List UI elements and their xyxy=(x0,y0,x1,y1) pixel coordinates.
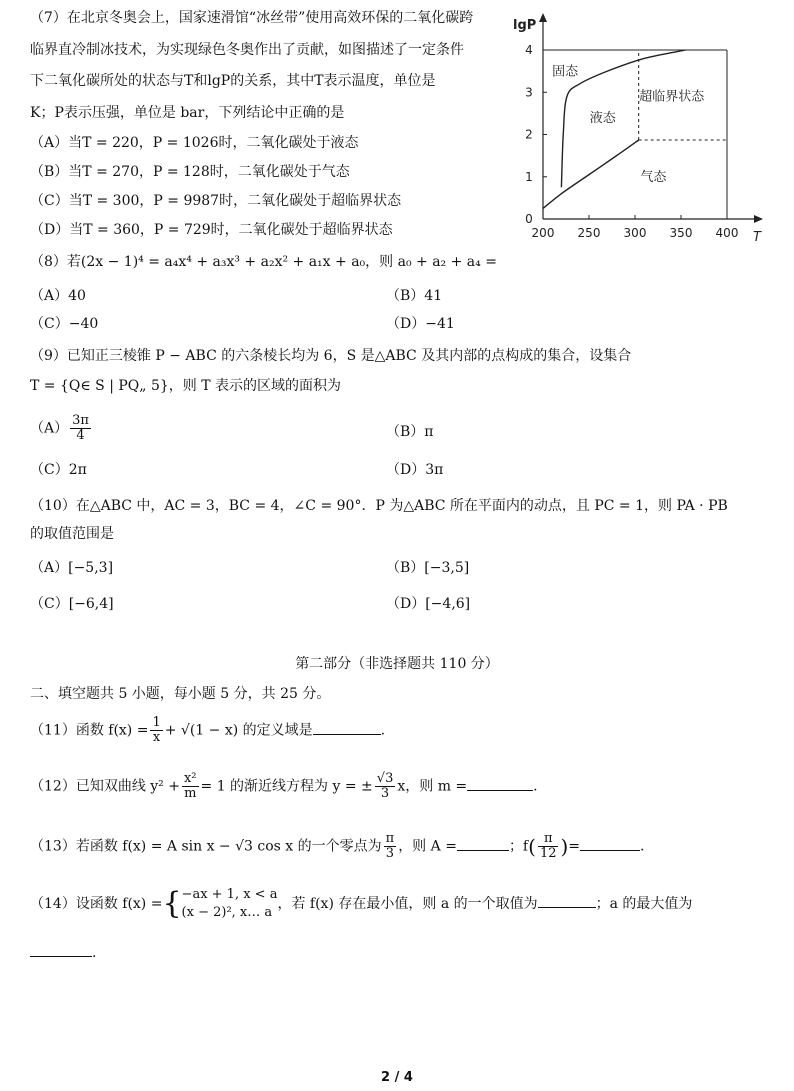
x-tick-label: 400 xyxy=(715,226,739,240)
q13-answer-blank-2[interactable] xyxy=(580,836,640,851)
y-axis-label: lgP xyxy=(513,18,537,33)
q12-denominator: m xyxy=(184,786,197,801)
q13-prefix: （13）若函数 f(x) = A sin x − √3 cos x 的一个零点为 xyxy=(30,838,382,855)
region-label-gas: 气态 xyxy=(640,169,667,185)
q7-option-c: （C）当T = 300，P = 9987时，二氧化碳处于超临界状态 xyxy=(30,193,402,209)
y-tick-label: 0 xyxy=(525,212,533,226)
x-axis-arrow xyxy=(754,215,763,223)
q10-line2: 的取值范围是 xyxy=(30,526,114,542)
q14-case-1: −ax + 1, x < a xyxy=(181,887,278,902)
q7-line2: 临界直冷制冰技术，为实现绿色冬奥作出了贡献，如图描述了一定条件 xyxy=(30,42,464,58)
q9-option-a-label: （A） xyxy=(30,420,69,437)
q14-middle-2: ；a 的最大值为 xyxy=(595,896,693,912)
q13-numerator-2: π xyxy=(538,832,559,847)
page-number: 2 / 4 xyxy=(381,1070,413,1085)
q9-option-c: （C）2π xyxy=(30,462,87,478)
q8-option-d: （D）−41 xyxy=(386,316,455,332)
q14-continuation xyxy=(30,942,96,963)
q7-line1: （7）在北京冬奥会上，国家速滑馆“冰丝带”使用高效环保的二氧化碳跨 xyxy=(30,10,474,26)
q8-option-c: （C）−40 xyxy=(30,316,99,332)
x-axis-label: T xyxy=(753,230,761,245)
q9-option-b: （B）π xyxy=(386,424,434,440)
q13-numerator: π xyxy=(385,831,395,846)
q14-prefix: （14）设函数 f(x) = xyxy=(30,896,163,912)
x-tick-label: 350 xyxy=(669,226,693,240)
q13-middle: ，则 A = xyxy=(398,838,457,855)
q12-middle: = 1 的渐近线方程为 y = ± xyxy=(200,778,373,795)
y-tick-label: 4 xyxy=(525,43,533,57)
q9-option-a-denominator: 4 xyxy=(76,428,85,443)
q9-option-a-numerator: 3π xyxy=(72,413,89,428)
q13-middle-2: ；f xyxy=(508,838,529,855)
q12-fraction-2 xyxy=(375,772,396,801)
q14-answer-blank-1[interactable] xyxy=(538,893,596,908)
q13-denominator-2: 12 xyxy=(539,846,557,861)
q12-denominator-2: 3 xyxy=(380,786,390,801)
q8-stem: （8）若(2x − 1)⁴ = a₄x⁴ + a₃x³ + a₂x² + a₁x + a₀，则 a₀ + a₂ + a₄ = xyxy=(30,254,497,270)
q11-fraction xyxy=(150,716,162,745)
q9-option-a xyxy=(30,414,93,443)
q7-option-b: （B）当T = 270，P = 128时，二氧化碳处于气态 xyxy=(30,164,350,180)
q13-denominator: 3 xyxy=(385,846,395,861)
q14 xyxy=(30,886,692,922)
y-tick-label: 3 xyxy=(525,85,533,100)
q13-right-paren: ) xyxy=(560,834,569,859)
q12-middle-2: x，则 m = xyxy=(397,778,468,795)
phase-diagram xyxy=(505,5,775,250)
region-label-liquid: 液态 xyxy=(589,110,616,126)
q13-fraction xyxy=(384,832,397,861)
q14-answer-blank-2[interactable] xyxy=(30,942,92,957)
q10-option-d: （D）[−4,6] xyxy=(386,596,471,612)
q13 xyxy=(30,832,644,861)
q11-prefix: （11）函数 f(x) = xyxy=(30,722,149,739)
q10-option-c: （C）[−6,4] xyxy=(30,596,114,612)
q12-prefix: （12）已知双曲线 y² + xyxy=(30,778,180,795)
q7-line3: 下二氧化碳所处的状态与T和lgP的关系，其中T表示温度，单位是 xyxy=(30,73,436,89)
q11-numerator: 1 xyxy=(152,715,161,730)
x-tick-label: 300 xyxy=(623,226,647,240)
solid-liquid-boundary-curve xyxy=(561,50,685,187)
q11-middle: + √(1 − x) 的定义域是 xyxy=(164,722,313,739)
q10-option-b: （B）[−3,5] xyxy=(386,560,470,576)
y-tick-label: 2 xyxy=(525,127,533,142)
q12-numerator-2: √3 xyxy=(376,771,394,786)
y-tick-label: 1 xyxy=(525,169,533,184)
region-label-supercritical: 超临界状态 xyxy=(639,89,705,105)
region-label-solid: 固态 xyxy=(552,64,579,80)
q12-numerator: x² xyxy=(183,771,197,786)
q14-end: . xyxy=(92,945,97,961)
x-tick-label: 250 xyxy=(577,226,601,240)
q8-option-a: （A）40 xyxy=(30,288,86,304)
q8-option-b: （B）41 xyxy=(386,288,443,304)
q10-option-a: （A）[−5,3] xyxy=(30,560,114,576)
q14-case-2: (x − 2)², x… a xyxy=(181,905,273,920)
q14-cases xyxy=(182,886,278,922)
q14-brace: { xyxy=(162,886,182,921)
q9-option-d: （D）3π xyxy=(386,462,444,478)
q9-line2: T = {Q∈ S | PQ„ 5}，则 T 表示的区域的面积为 xyxy=(30,378,342,394)
q11-answer-blank[interactable] xyxy=(313,720,381,735)
q12-answer-blank[interactable] xyxy=(467,776,533,791)
q7-line4: K；P表示压强，单位是 bar，下列结论中正确的是 xyxy=(30,105,345,121)
q11-denominator: x xyxy=(152,730,161,745)
q9-line1: （9）已知正三棱锥 P − ABC 的六条棱长均为 6，S 是△ABC 及其内部的点构成的集合，设集合 xyxy=(30,348,632,364)
q9-option-a-fraction xyxy=(70,414,91,443)
section-heading: 二、填空题共 5 小题，每小题 5 分，共 25 分。 xyxy=(30,686,331,702)
y-axis-arrow xyxy=(539,13,547,22)
q13-end: . xyxy=(640,838,645,855)
q14-middle: ，若 f(x) 存在最小值，则 a 的一个取值为 xyxy=(277,896,538,912)
q12-end: . xyxy=(533,778,538,795)
q7-option-a: （A）当T = 220，P = 1026时，二氧化碳处于液态 xyxy=(30,135,359,151)
x-tick-label: 200 xyxy=(531,226,555,240)
q11 xyxy=(30,716,385,745)
gas-liquid-boundary-curve xyxy=(543,140,639,208)
part2-heading: 第二部分（非选择题共 110 分） xyxy=(295,656,499,672)
q13-fraction-2 xyxy=(538,832,559,861)
q12 xyxy=(30,772,538,801)
q13-middle-3: = xyxy=(568,838,581,855)
q10-line1: （10）在△ABC 中，AC = 3，BC = 4，∠C = 90°．P 为△ABC 所在平面内的动点，且 PC = 1，则 PA · PB xyxy=(30,498,728,514)
q7-option-d: （D）当T = 360，P = 729时，二氧化碳处于超临界状态 xyxy=(30,222,393,238)
q13-answer-blank-1[interactable] xyxy=(457,836,509,851)
q12-fraction xyxy=(182,772,199,801)
q11-end: . xyxy=(380,722,386,739)
q13-left-paren: ( xyxy=(528,834,536,859)
